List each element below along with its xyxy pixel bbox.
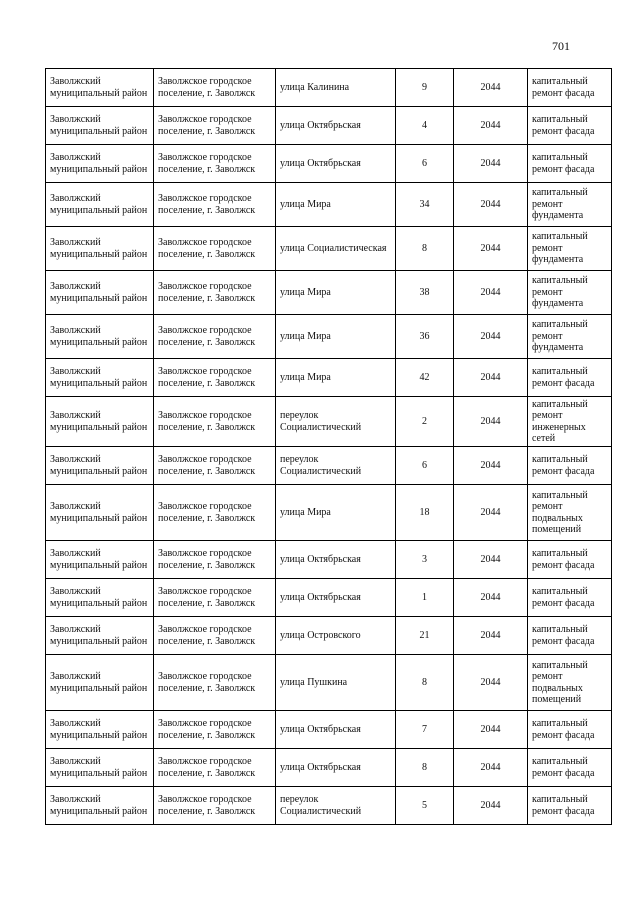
district-cell: Заволжский муниципальный район [46,579,154,617]
street-cell: улица Октябрьская [276,541,396,579]
work-type-cell: капитальный ремонт фундамента [528,315,612,359]
table-row [46,749,612,787]
work-type-cell: капитальный ремонт фасада [528,359,612,397]
district-cell: Заволжский муниципальный район [46,227,154,271]
house-number-cell: 8 [396,749,454,787]
street-cell: улица Пушкина [276,655,396,711]
district-cell: Заволжский муниципальный район [46,541,154,579]
year-cell: 2044 [454,183,528,227]
work-type-cell: капитальный ремонт фасада [528,145,612,183]
year-cell: 2044 [454,397,528,447]
settlement-cell: Заволжское городское поселение, г. Заволжск [154,655,276,711]
table-row [46,183,612,227]
settlement-cell: Заволжское городское поселение, г. Заволжск [154,617,276,655]
table-row [46,107,612,145]
district-cell: Заволжский муниципальный район [46,145,154,183]
table-row [46,227,612,271]
table-row [46,69,612,107]
house-number-cell: 2 [396,397,454,447]
table-row [46,787,612,825]
district-cell: Заволжский муниципальный район [46,107,154,145]
district-cell: Заволжский муниципальный район [46,655,154,711]
street-cell: улица Калинина [276,69,396,107]
district-cell: Заволжский муниципальный район [46,787,154,825]
year-cell: 2044 [454,749,528,787]
table-row [46,541,612,579]
street-cell: улица Островского [276,617,396,655]
settlement-cell: Заволжское городское поселение, г. Заволжск [154,145,276,183]
settlement-cell: Заволжское городское поселение, г. Заволжск [154,541,276,579]
settlement-cell: Заволжское городское поселение, г. Заволжск [154,359,276,397]
work-type-cell: капитальный ремонт фасада [528,617,612,655]
settlement-cell: Заволжское городское поселение, г. Заволжск [154,183,276,227]
work-type-cell: капитальный ремонт фундамента [528,227,612,271]
street-cell: улица Мира [276,359,396,397]
work-type-cell: капитальный ремонт фасада [528,749,612,787]
house-number-cell: 1 [396,579,454,617]
settlement-cell: Заволжское городское поселение, г. Заволжск [154,107,276,145]
street-cell: улица Социалистическая [276,227,396,271]
table-row [46,271,612,315]
settlement-cell: Заволжское городское поселение, г. Заволжск [154,485,276,541]
year-cell: 2044 [454,227,528,271]
house-number-cell: 3 [396,541,454,579]
street-cell: переулок Социалистический [276,447,396,485]
district-cell: Заволжский муниципальный район [46,749,154,787]
work-type-cell: капитальный ремонт фасада [528,69,612,107]
house-number-cell: 7 [396,711,454,749]
street-cell: улица Октябрьская [276,145,396,183]
settlement-cell: Заволжское городское поселение, г. Заволжск [154,579,276,617]
district-cell: Заволжский муниципальный район [46,447,154,485]
table-row [46,711,612,749]
table-row [46,359,612,397]
street-cell: улица Мира [276,315,396,359]
year-cell: 2044 [454,655,528,711]
settlement-cell: Заволжское городское поселение, г. Заволжск [154,787,276,825]
street-cell: улица Октябрьская [276,749,396,787]
table-row [46,617,612,655]
district-cell: Заволжский муниципальный район [46,271,154,315]
table-row [46,485,612,541]
settlement-cell: Заволжское городское поселение, г. Заволжск [154,397,276,447]
street-cell: улица Мира [276,183,396,227]
street-cell: улица Мира [276,485,396,541]
work-type-cell: капитальный ремонт фасада [528,447,612,485]
house-number-cell: 34 [396,183,454,227]
house-number-cell: 18 [396,485,454,541]
house-number-cell: 8 [396,227,454,271]
work-type-cell: капитальный ремонт фасада [528,579,612,617]
district-cell: Заволжский муниципальный район [46,69,154,107]
house-number-cell: 42 [396,359,454,397]
table-body [46,69,612,825]
house-number-cell: 8 [396,655,454,711]
settlement-cell: Заволжское городское поселение, г. Заволжск [154,315,276,359]
house-number-cell: 38 [396,271,454,315]
table-row [46,315,612,359]
table-row [46,397,612,447]
work-type-cell: капитальный ремонт фасада [528,541,612,579]
house-number-cell: 6 [396,145,454,183]
district-cell: Заволжский муниципальный район [46,183,154,227]
year-cell: 2044 [454,69,528,107]
year-cell: 2044 [454,617,528,655]
work-type-cell: капитальный ремонт фундамента [528,183,612,227]
street-cell: переулок Социалистический [276,397,396,447]
house-number-cell: 21 [396,617,454,655]
year-cell: 2044 [454,541,528,579]
district-cell: Заволжский муниципальный район [46,485,154,541]
work-type-cell: капитальный ремонт фасада [528,787,612,825]
district-cell: Заволжский муниципальный район [46,617,154,655]
work-type-cell: капитальный ремонт фасада [528,711,612,749]
year-cell: 2044 [454,271,528,315]
repair-schedule-table [45,68,612,825]
year-cell: 2044 [454,579,528,617]
house-number-cell: 4 [396,107,454,145]
house-number-cell: 5 [396,787,454,825]
settlement-cell: Заволжское городское поселение, г. Заволжск [154,749,276,787]
table-row [46,145,612,183]
table-row [46,655,612,711]
district-cell: Заволжский муниципальный район [46,315,154,359]
work-type-cell: капитальный ремонт фундамента [528,271,612,315]
work-type-cell: капитальный ремонт инженерных сетей [528,397,612,447]
settlement-cell: Заволжское городское поселение, г. Заволжск [154,69,276,107]
page-number: 701 [552,39,570,53]
work-type-cell: капитальный ремонт фасада [528,107,612,145]
district-cell: Заволжский муниципальный район [46,397,154,447]
street-cell: улица Октябрьская [276,107,396,145]
street-cell: улица Мира [276,271,396,315]
year-cell: 2044 [454,711,528,749]
settlement-cell: Заволжское городское поселение, г. Заволжск [154,711,276,749]
table-row [46,579,612,617]
year-cell: 2044 [454,485,528,541]
year-cell: 2044 [454,315,528,359]
year-cell: 2044 [454,359,528,397]
year-cell: 2044 [454,447,528,485]
settlement-cell: Заволжское городское поселение, г. Заволжск [154,227,276,271]
street-cell: улица Октябрьская [276,711,396,749]
work-type-cell: капитальный ремонт подвальных помещений [528,485,612,541]
settlement-cell: Заволжское городское поселение, г. Заволжск [154,271,276,315]
district-cell: Заволжский муниципальный район [46,359,154,397]
street-cell: улица Октябрьская [276,579,396,617]
year-cell: 2044 [454,145,528,183]
work-type-cell: капитальный ремонт подвальных помещений [528,655,612,711]
house-number-cell: 6 [396,447,454,485]
house-number-cell: 36 [396,315,454,359]
year-cell: 2044 [454,787,528,825]
settlement-cell: Заволжское городское поселение, г. Заволжск [154,447,276,485]
district-cell: Заволжский муниципальный район [46,711,154,749]
street-cell: переулок Социалистический [276,787,396,825]
table-row [46,447,612,485]
house-number-cell: 9 [396,69,454,107]
year-cell: 2044 [454,107,528,145]
